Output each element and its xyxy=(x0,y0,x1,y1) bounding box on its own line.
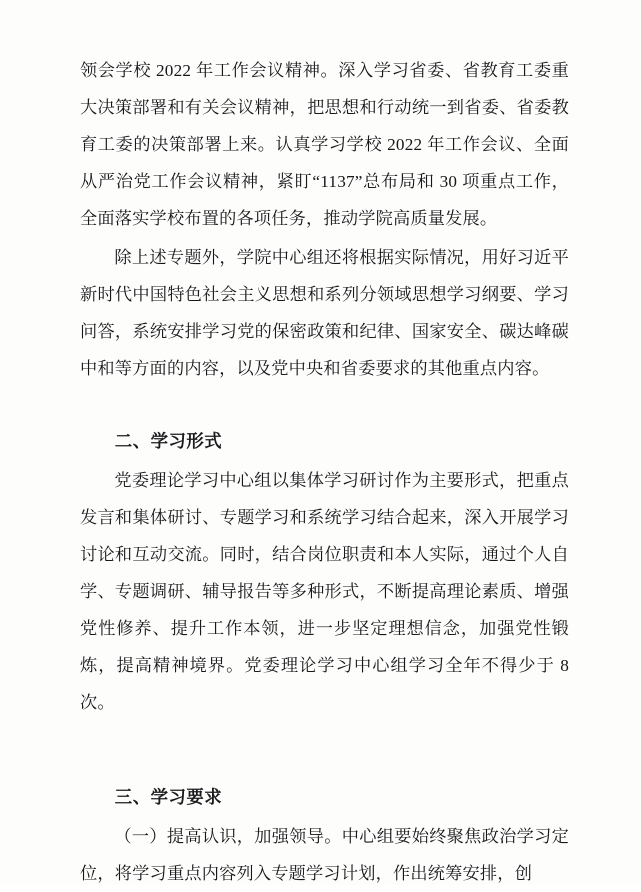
paragraph-study-form-body: 党委理论学习中心组以集体学习研讨作为主要形式，把重点发言和集体研讨、专题学习和系统学习结合起来，深入开展学习讨论和互动交流。同时，结合岗位职责和本人实际，通过个人自学、专题调研、辅导报告等多种形式，不断提高理论素质、增强党性修养、提升工作本领，进一步坚定理想信念，加强党性锻炼，提高精神境界。党委理论学习中心组学习全年不得少于 8 次。 xyxy=(80,471,569,712)
paragraph-requirement-one: （一）提高认识，加强领导。中心组要始终聚焦政治学习定位，将学习重点内容列入专题学习计划，作出统筹安排，创 xyxy=(80,827,569,883)
heading-study-form: 二、学习形式 xyxy=(114,431,223,451)
spacer-before-heading-requirements xyxy=(80,723,569,753)
paragraph-study-spirit: 领会学校 2022 年工作会议精神。深入学习省委、省教育工委重大决策部署和有关会议精神，把思想和行动统一到省委、省委教育工委的决策部署上来。认真学习学校 2022 年工作会议、全面从严治党工作会议精神，紧盯“1137”总布局和 30 项重点工作，全面落实学校布置的各项任务，推动学院高质量发展。 xyxy=(80,61,569,228)
heading-study-requirements: 三、学习要求 xyxy=(114,787,223,807)
document-body xyxy=(80,52,569,892)
paragraph-besides-topics: 除上述专题外，学院中心组还将根据实际情况，用好习近平新时代中国特色社会主义思想和系列分领域思想学习纲要、学习问答，系统安排学习党的保密政策和纪律、国家安全、碳达峰碳中和等方面的内容，以及党中央和省委要求的其他重点内容。 xyxy=(80,248,569,378)
spacer-before-heading-form xyxy=(80,389,569,397)
